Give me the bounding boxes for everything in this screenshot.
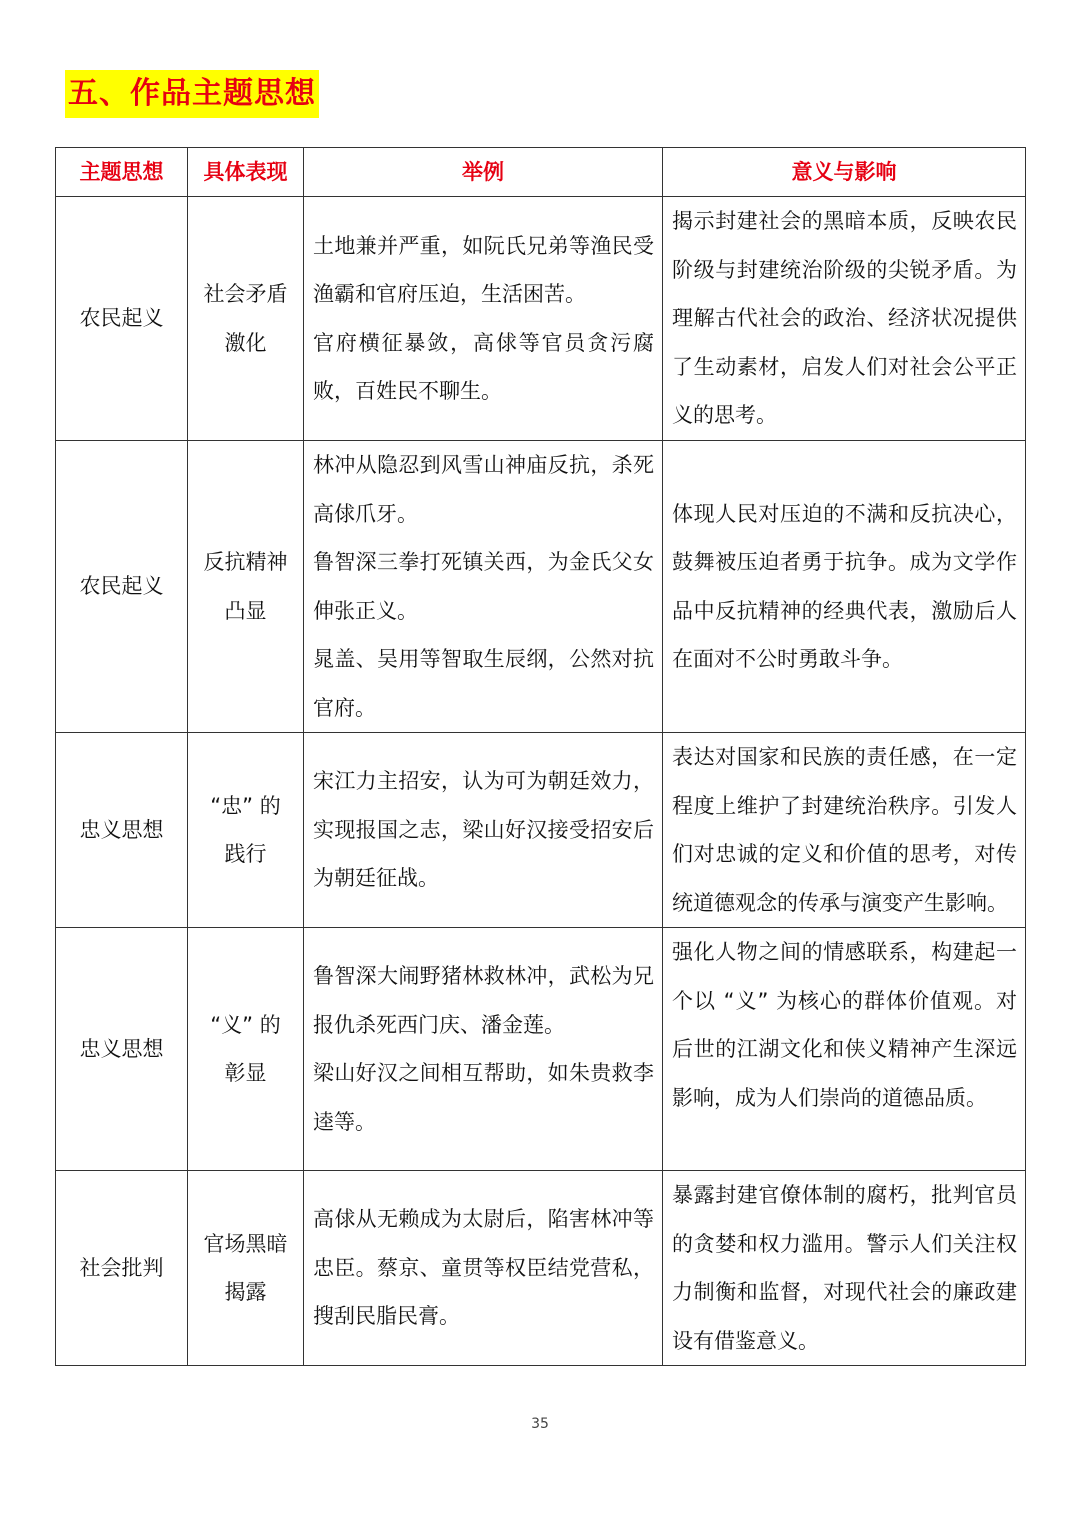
example-cell [304, 733, 663, 928]
example-item: 晁盖、吴用等智取生辰纲，公然对抗官府。 [313, 647, 654, 720]
form-line: 揭露 [224, 1280, 267, 1304]
form-line: “义” 的 [210, 1012, 281, 1037]
page-number: 35 [531, 1416, 549, 1432]
theme-cell: 忠义思想 [56, 733, 188, 928]
form-line: 彰显 [224, 1061, 267, 1085]
header-meaning: 意义与影响 [663, 148, 1026, 197]
example-item: 梁山好汉之间相互帮助，如朱贵救李逵等。 [313, 1061, 654, 1134]
form-line: 社会矛盾 [203, 282, 288, 306]
example-item: 土地兼并严重，如阮氏兄弟等渔民受渔霸和官府压迫，生活困苦。 [313, 233, 654, 306]
meaning-cell: 表达对国家和民族的责任感，在一定程度上维护了封建统治秩序。引发人们对忠诚的定义和价值的思考，对传统道德观念的传承与演变产生影响。 [663, 733, 1026, 928]
form-line: 反抗精神 [203, 550, 288, 574]
table-row [56, 441, 1026, 733]
example-item: 林冲从隐忍到风雪山神庙反抗，杀死高俅爪牙。 [313, 453, 654, 526]
table-row [56, 928, 1026, 1171]
table-header-row [56, 148, 1026, 197]
table-row [56, 197, 1026, 441]
form-line: 凸显 [224, 598, 267, 623]
header-form: 具体表现 [188, 148, 304, 197]
form-line: 激化 [224, 330, 267, 355]
theme-cell: 农民起义 [56, 197, 188, 441]
form-cell [188, 928, 304, 1171]
form-cell [188, 1171, 304, 1366]
example-cell [304, 441, 663, 733]
example-cell [304, 928, 663, 1171]
example-item: 官府横征暴敛，高俅等官员贪污腐败，百姓民不聊生。 [313, 330, 654, 403]
example-item: 鲁智深三拳打死镇关西，为金氏父女伸张正义。 [313, 550, 654, 623]
table-row [56, 733, 1026, 928]
header-example: 举例 [304, 148, 663, 197]
example-item: 鲁智深大闹野猪林救林冲，武松为兄报仇杀死西门庆、潘金莲。 [313, 964, 654, 1037]
example-item: 高俅从无赖成为太尉后，陷害林冲等忠臣。蔡京、童贯等权臣结党营私，搜刮民脂民膏。 [313, 1207, 654, 1329]
form-line: “忠” 的 [210, 793, 281, 818]
form-cell [188, 441, 304, 733]
form-cell [188, 733, 304, 928]
meaning-cell: 揭示封建社会的黑暗本质，反映农民阶级与封建统治阶级的尖锐矛盾。为理解古代社会的政治、经济状况提供了生动素材，启发人们对社会公平正义的思考。 [663, 197, 1026, 441]
theme-cell: 农民起义 [56, 441, 188, 733]
meaning-cell: 强化人物之间的情感联系，构建起一个以 “义” 为核心的群体价值观。对后世的江湖文化和侠义精神产生深远影响，成为人们崇尚的道德品质。 [663, 928, 1026, 1171]
theme-cell: 社会批判 [56, 1171, 188, 1366]
header-theme: 主题思想 [56, 148, 188, 197]
example-item: 宋江力主招安，认为可为朝廷效力，实现报国之志，梁山好汉接受招安后为朝廷征战。 [313, 769, 654, 891]
theme-cell: 忠义思想 [56, 928, 188, 1171]
form-line: 官场黑暗 [203, 1231, 288, 1256]
table-row [56, 1171, 1026, 1366]
meaning-cell: 暴露封建官僚体制的腐朽，批判官员的贪婪和权力滥用。警示人们关注权力制衡和监督，对现代社会的廉政建设有借鉴意义。 [663, 1171, 1026, 1366]
theme-table [55, 147, 1026, 1366]
form-cell [188, 197, 304, 441]
example-cell [304, 197, 663, 441]
meaning-cell: 体现人民对压迫的不满和反抗决心，鼓舞被压迫者勇于抗争。成为文学作品中反抗精神的经典代表，激励后人在面对不公时勇敢斗争。 [663, 441, 1026, 733]
section-title: 五、作品主题思想 [65, 70, 319, 118]
form-line: 践行 [224, 842, 267, 866]
example-cell [304, 1171, 663, 1366]
